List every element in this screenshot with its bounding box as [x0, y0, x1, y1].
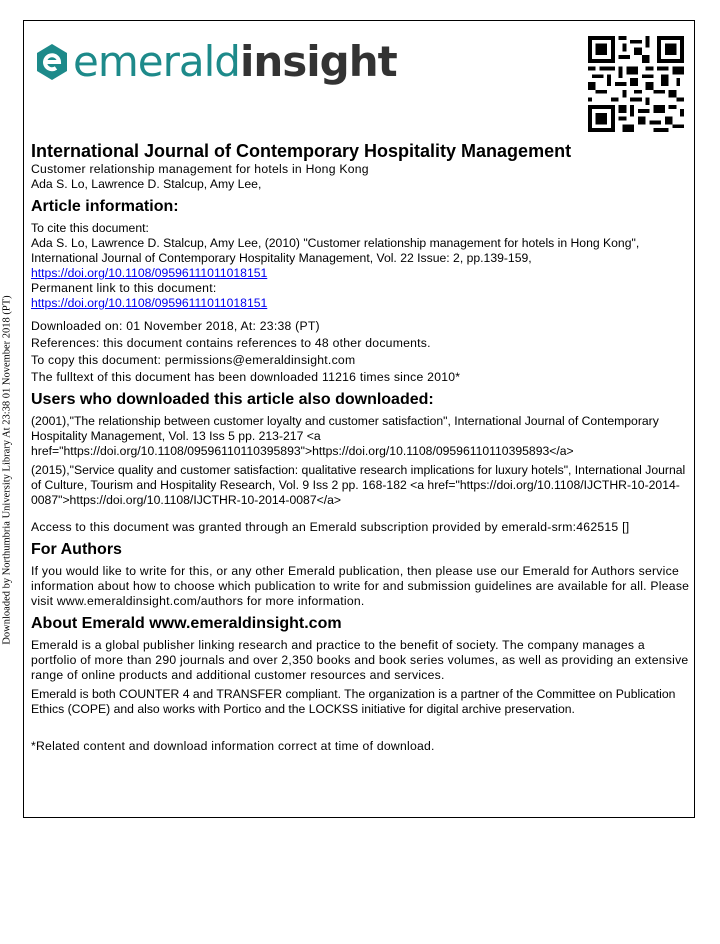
download-sidebar-note: Downloaded by Northumbria University Library At 23:38 01 November 2018 (PT) [1, 295, 13, 645]
about-emerald-heading: About Emerald www.emeraldinsight.com [31, 615, 342, 632]
journal-title: International Journal of Contemporary Hospitality Management [31, 141, 572, 161]
cite-label: To cite this document: [31, 221, 149, 235]
citation: Ada S. Lo, Lawrence D. Stalcup, Amy Lee, (2010) "Customer relationship management for hotels in Hong Kong", International Journal of Contemporary Hospitality Management, Vol. 22 Issue: 2, pp.139-159, https://doi.org/10.1108/09596111011018151 [31, 236, 640, 280]
users-also-downloaded-heading: Users who downloaded this article also downloaded: [31, 391, 434, 408]
permanent-doi-link[interactable]: https://doi.org/10.1108/09596111011018151 [31, 296, 268, 310]
permanent-link-row [31, 296, 691, 311]
article-cover-content [31, 140, 691, 754]
about-emerald-text-1: Emerald is a global publisher linking research and practice to the benefit of society. The company manages a portfolio of more than 290 journals and over 2,350 books and book series volumes, as well as providing an extensive range of online products and additional customer resources and services. [31, 638, 689, 682]
fulltext-downloads: The fulltext of this document has been downloaded 11216 times since 2010* [31, 370, 461, 384]
about-emerald-text-2: Emerald is both COUNTER 4 and TRANSFER compliant. The organization is a partner of the Committee on Publication Ethics (COPE) and also works with Portico and the LOCKSS initiative for digital archive preservation. [31, 687, 676, 716]
article-title: Customer relationship management for hotels in Hong Kong [31, 162, 369, 176]
emerald-insight-logo [35, 35, 397, 89]
downloaded-on: Downloaded on: 01 November 2018, At: 23:38 (PT) [31, 319, 320, 333]
for-authors-heading: For Authors [31, 541, 122, 558]
article-info-heading: Article information: [31, 198, 179, 215]
logo-word-insight: insight [239, 37, 397, 86]
permanent-link-label: Permanent link to this document: [31, 281, 217, 295]
for-authors-text: If you would like to write for this, or any other Emerald publication, then please use our Emerald for Authors service information about how to choose which publication to write for and submission guidelines are available for all. Please visit www.emeraldinsight.com/authors for more information. [31, 564, 690, 608]
references-count: References: this document contains references to 48 other documents. [31, 336, 431, 350]
footnote: *Related content and download information correct at time of download. [31, 739, 435, 753]
qr-code-icon [588, 36, 684, 132]
logo-word-emerald: emerald [73, 37, 240, 86]
authors: Ada S. Lo, Lawrence D. Stalcup, Amy Lee, [31, 177, 262, 191]
emerald-e-icon [35, 42, 69, 82]
also-downloaded-item: (2015),"Service quality and customer satisfaction: qualitative research implications for luxury hotels", International Journal of Culture, Tourism and Hospitality Research, Vol. 9 Iss 2 pp. 168-182 <a href="https://doi.org/10.1108/IJCTHR-10-2014-0087">https://doi.org/10.1108/IJCTHR-10-2014-0087</a> [31, 463, 686, 507]
copy-permissions: To copy this document: permissions@emeraldinsight.com [31, 353, 356, 367]
citation-doi-link[interactable]: https://doi.org/10.1108/09596111011018151 [31, 266, 268, 280]
also-downloaded-item: (2001),"The relationship between customer loyalty and customer satisfaction", International Journal of Contemporary Hospitality Management, Vol. 13 Iss 5 pp. 213-217 <a href="https://doi.org/10.1108/09596110110395893">https://doi.org/10.1108/09596110110395893</a> [31, 414, 659, 458]
access-statement: Access to this document was granted through an Emerald subscription provided by emerald-srm:462515 [] [31, 520, 630, 534]
